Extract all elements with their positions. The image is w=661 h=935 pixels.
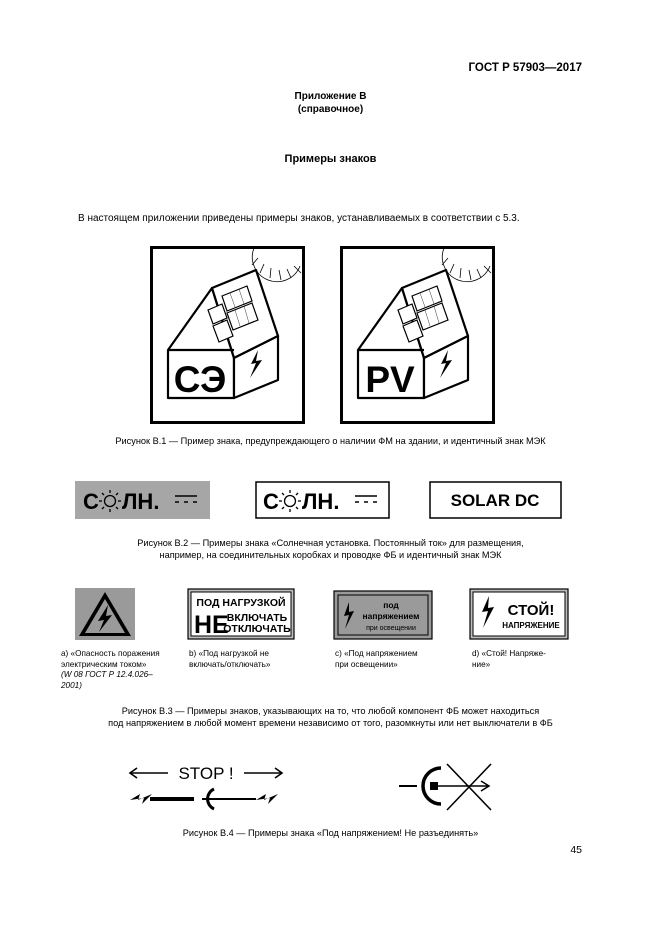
sign-d-line2: НАПРЯЖЕНИЕ	[502, 621, 560, 630]
sign-text-s: С	[83, 489, 99, 514]
label-c-line2: при освещении»	[335, 659, 398, 669]
label-b-line2: включать/отключать»	[189, 659, 271, 669]
figure-b2-caption-line2: например, на соединительных коробках и проводке ФБ и идентичный знак МЭК	[159, 550, 502, 560]
intro-paragraph: В настоящем приложении приведены примеры знаков, устанавливаемых в соответствии с 5.3.	[78, 213, 520, 224]
sign-text-ln: ЛН.	[302, 489, 340, 514]
figure-b3-label-b	[189, 649, 270, 670]
label-a-line2: электрическим током»	[61, 659, 147, 669]
figure-b3-caption-line2: под напряжением в любой момент времени независимо от того, разомкнуты или нет выключатели в ФБ	[108, 718, 553, 728]
figure-b3-label-c	[335, 649, 418, 670]
sign-b-line1: ПОД НАГРУЗКОЙ	[196, 597, 286, 609]
sign-c-line2: напряжением	[362, 611, 420, 621]
sign-c-line1: под	[383, 600, 399, 610]
figure-b2-sign-grey	[75, 481, 210, 519]
figure-b3-sign-d	[469, 588, 569, 640]
figure-b4-disconnect-symbol	[397, 758, 495, 814]
arrow-left-icon	[130, 768, 168, 778]
figure-b2-sign-white	[255, 481, 390, 519]
figure-b3-caption-line1: Рисунок В.3 — Примеры знаков, указывающих на то, что любой компонент ФБ может находиться	[121, 706, 540, 716]
sign-b-line2: ВКЛЮЧАТЬ	[226, 612, 288, 624]
figure-b4-stop-symbol	[126, 760, 286, 812]
label-d-line2: ние»	[472, 659, 491, 669]
figure-b1-sign-right	[340, 246, 495, 424]
annex-title: Приложение В	[294, 91, 367, 102]
plug-connector-icon	[130, 789, 278, 809]
sign-text-pv: PV	[365, 359, 415, 400]
figure-b3-sign-c	[333, 590, 433, 640]
sign-b-line3: ОТКЛЮЧАТЬ	[223, 623, 291, 635]
label-d-line1: d) «Стой! Напряже-	[472, 649, 546, 658]
plug-connector-icon	[399, 768, 489, 804]
sign-b-big: НЕ	[194, 611, 229, 639]
figure-b3-sign-a	[75, 588, 135, 640]
figure-b4-caption: Рисунок В.4 — Примеры знака «Под напряжением! Не разъединять»	[182, 828, 479, 838]
figure-b1-sign-left	[150, 246, 305, 424]
label-c-line1: c) «Под напряжением	[335, 649, 418, 658]
figure-b3-label-a	[61, 649, 160, 691]
label-b-line1: b) «Под нагрузкой не	[189, 649, 269, 658]
figure-b3-caption	[0, 705, 661, 729]
figure-b2-caption	[0, 537, 661, 561]
page-number: 45	[570, 844, 582, 856]
annex-heading	[0, 90, 661, 116]
label-a-line1: а) «Опасность поражения	[61, 649, 160, 658]
stop-text: STOP !	[178, 764, 234, 783]
figure-b2-caption-line1: Рисунок В.2 — Примеры знака «Солнечная установка. Постоянный ток» для размещения,	[137, 538, 524, 548]
section-title: Примеры знаков	[284, 153, 377, 165]
cross-icon	[447, 764, 491, 810]
figure-b1-caption: Рисунок В.1 — Пример знака, предупреждающего о наличии ФМ на здании, и идентичный знак МЭК	[115, 436, 546, 446]
sign-text-solar-dc: SOLAR DC	[450, 491, 540, 510]
label-a-line3: (W 08 ГОСТ Р 12.4.026–	[61, 670, 153, 679]
sign-c-line3: при освещении	[366, 625, 416, 632]
document-standard-number: ГОСТ Р 57903—2017	[468, 62, 582, 74]
sign-text-se: СЭ	[173, 359, 227, 400]
annex-status: (справочное)	[297, 104, 364, 115]
sign-d-line1: СТОЙ!	[507, 602, 555, 619]
label-a-line4: 2001)	[61, 680, 82, 690]
figure-b3-label-d	[472, 649, 546, 670]
sign-text-s: С	[263, 489, 279, 514]
figure-b2-sign-solar-dc	[429, 481, 562, 519]
arrow-right-icon	[244, 768, 282, 778]
figure-b3-sign-b	[187, 588, 295, 640]
sign-text-ln: ЛН.	[122, 489, 160, 514]
